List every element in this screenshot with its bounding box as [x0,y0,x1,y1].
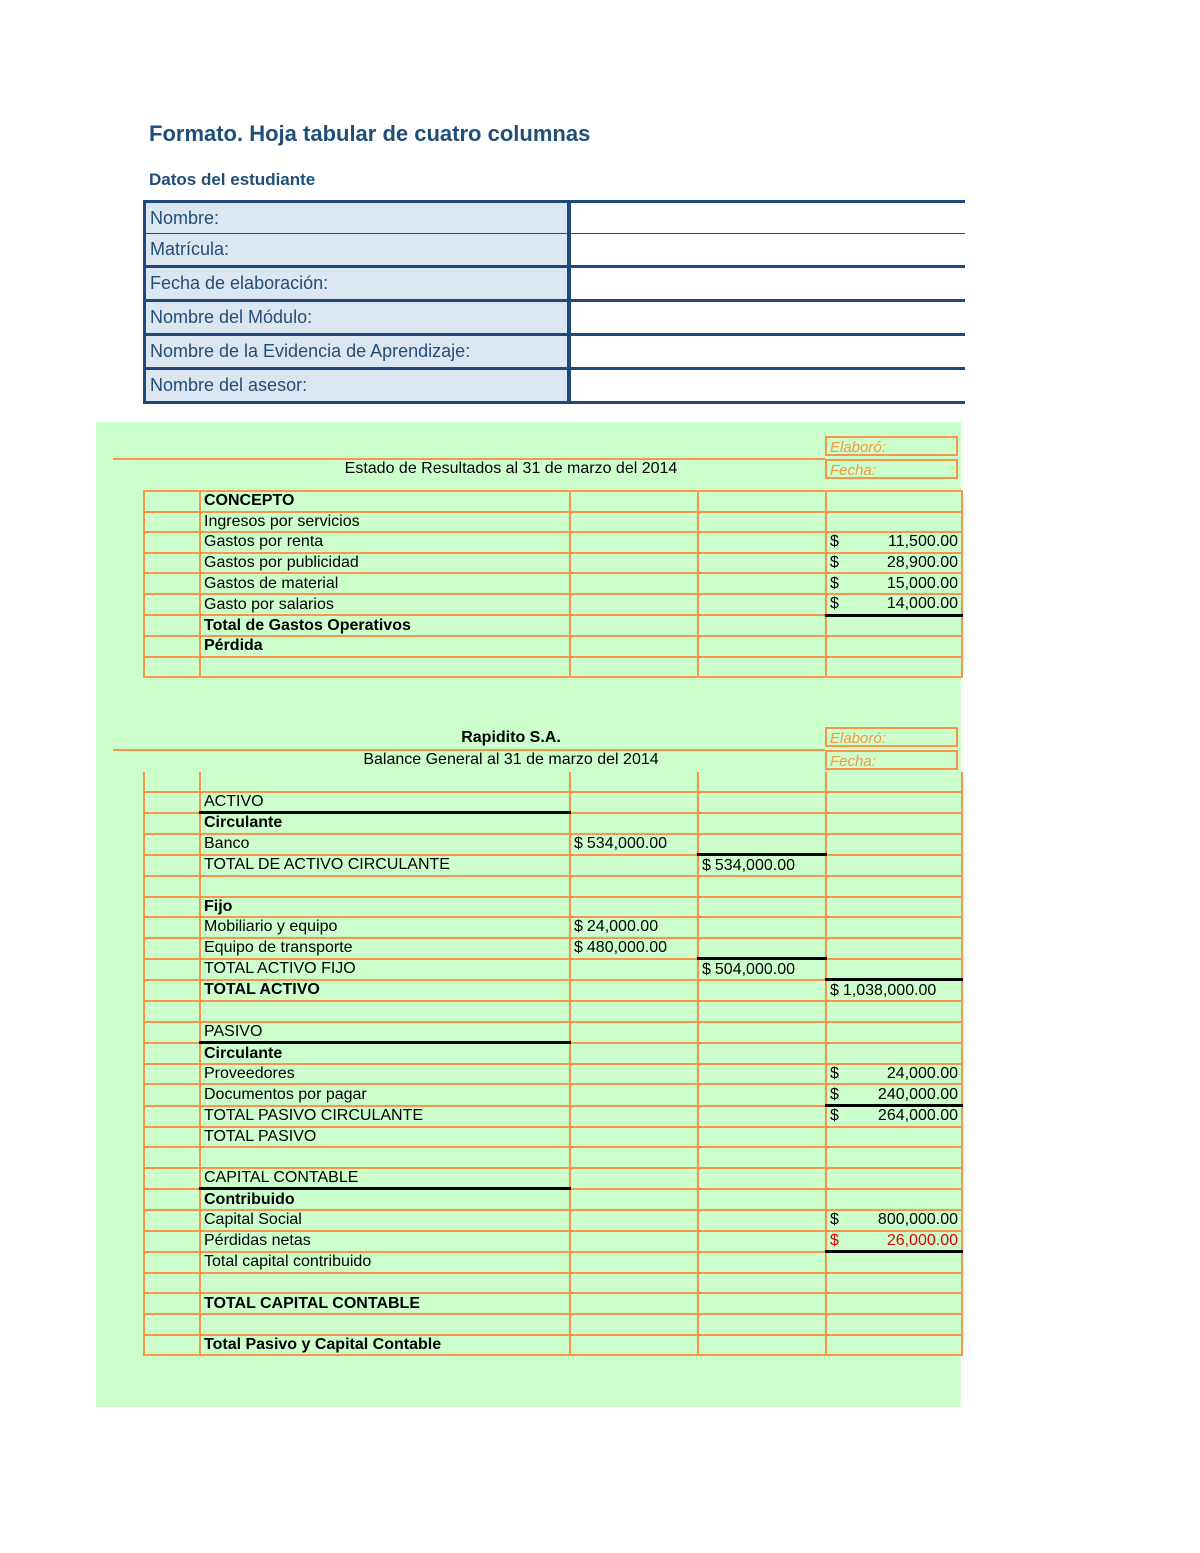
amount-cell-c3[interactable] [698,959,826,980]
concept-cell[interactable]: Gastos de material [200,573,570,594]
amount-cell-c2[interactable] [570,1168,698,1189]
index-cell[interactable] [144,1084,200,1105]
amount-cell-c2[interactable] [570,1043,698,1064]
amount-cell-c3[interactable] [698,1106,826,1127]
ledger-row [144,512,962,533]
amount-value: 480,000.00 [586,939,667,957]
student-field-input[interactable] [567,370,965,404]
amount-cell-c3[interactable] [698,1064,826,1085]
amount-cell-c4[interactable] [826,917,962,938]
concept-cell[interactable]: Ingresos por servicios [200,512,570,533]
income-statement-heading: Estado de Resultados al 31 de marzo del 2014 [344,460,678,477]
amount-value: 24,000.00 [586,918,659,936]
concept-cell[interactable] [200,1001,570,1022]
concept-cell[interactable]: TOTAL DE ACTIVO CIRCULANTE [200,855,570,876]
amount-cell-c3[interactable] [698,491,826,512]
amount-cell-c4[interactable] [826,491,962,512]
amount-cell-c4[interactable] [826,1273,962,1294]
index-cell[interactable] [144,834,200,855]
section-subtitle: Datos del estudiante [149,170,316,189]
index-cell[interactable] [144,813,200,834]
concept-cell[interactable]: TOTAL ACTIVO [200,980,570,1001]
ledger-row [144,1064,962,1085]
index-cell[interactable] [144,855,200,876]
amount-cell-c2[interactable] [570,553,698,574]
amount-cell-c2[interactable] [570,959,698,980]
index-cell[interactable] [144,1314,200,1335]
ledger-row [144,813,962,834]
amount-cell-c4[interactable] [826,512,962,533]
amount-cell-c4[interactable] [826,1106,962,1127]
concept-cell[interactable]: Proveedores [200,1064,570,1085]
ledger-row [144,897,962,918]
amount-cell-c3[interactable] [698,512,826,533]
amount-cell-c3[interactable] [698,636,826,657]
student-field-label: Nombre de la Evidencia de Aprendizaje: [143,336,570,370]
amount-cell-c3[interactable] [698,876,826,897]
concept-cell[interactable]: TOTAL ACTIVO FIJO [200,959,570,980]
index-cell[interactable] [144,532,200,553]
concept-cell[interactable] [200,876,570,897]
currency-symbol: $ [830,1107,839,1125]
index-cell[interactable] [144,491,200,512]
currency-symbol: $ [830,1211,839,1229]
amount-cell-c4[interactable] [826,573,962,594]
ledger-row [144,792,962,813]
currency-symbol: $ [574,835,583,853]
amount-cell-c4[interactable] [826,1168,962,1189]
student-field-row [143,302,961,336]
page-title: Formato. Hoja tabular de cuatro columnas [149,121,591,146]
balance-sheet-table [143,772,963,1356]
amount-cell-c3[interactable] [698,1293,826,1314]
index-cell[interactable] [144,1127,200,1148]
student-field-input[interactable] [567,336,965,370]
amount-cell-c3[interactable] [698,938,826,959]
amount-value: 28,900.00 [886,554,958,572]
amount-cell-c2[interactable] [570,1127,698,1148]
amount-cell-c2[interactable] [570,512,698,533]
ledger-row [144,959,962,980]
concept-cell[interactable]: TOTAL CAPITAL CONTABLE [200,1293,570,1314]
amount-cell-c2[interactable] [570,980,698,1001]
amount-cell-c4[interactable] [826,1064,962,1085]
student-field-label: Fecha de elaboración: [143,268,570,302]
student-data-table [143,200,961,404]
amount-value: 534,000.00 [586,835,667,853]
concept-cell[interactable]: CAPITAL CONTABLE [200,1168,570,1189]
student-field-input[interactable] [567,200,965,236]
amount-cell-c3[interactable] [698,834,826,855]
student-field-row [143,268,961,302]
ledger-row [144,1210,962,1231]
amount-cell-c3[interactable] [698,980,826,1001]
amount-cell-c3[interactable] [698,1022,826,1043]
ledger-row [144,834,962,855]
amount-cell-c3[interactable] [698,855,826,876]
ledger-row [144,491,962,512]
amount-value: 26,000.00 [886,1231,958,1249]
ledger-row [144,938,962,959]
amount-cell-c4[interactable] [826,1084,962,1105]
amount-value: 240,000.00 [877,1085,958,1103]
concept-cell[interactable]: Capital Social [200,1210,570,1231]
amount-cell-c2[interactable] [570,1064,698,1085]
ledger-row [144,636,962,657]
amount-cell-c4[interactable] [826,615,962,636]
amount-cell-c4[interactable] [826,772,962,792]
amount-cell-c3[interactable] [698,1314,826,1335]
fecha-field[interactable]: Fecha: [825,459,958,479]
amount-cell-c3[interactable] [698,553,826,574]
amount-cell-c2[interactable] [570,636,698,657]
amount-cell-c2[interactable] [570,813,698,834]
amount-cell-c2[interactable] [570,1293,698,1314]
ledger-row [144,1231,962,1252]
currency-symbol: $ [830,1231,839,1249]
concept-cell[interactable] [200,1147,570,1168]
index-cell[interactable] [144,1252,200,1273]
index-cell[interactable] [144,959,200,980]
currency-symbol: $ [830,981,839,999]
amount-cell-c2[interactable] [570,1022,698,1043]
income-statement-table [143,490,963,678]
amount-cell-c3[interactable] [698,1273,826,1294]
ledger-row [144,1252,962,1273]
elaboro-field[interactable]: Elaboró: [825,436,958,456]
amount-cell-c2[interactable] [570,897,698,918]
balance-sheet-heading: Balance General al 31 de marzo del 2014 [363,751,659,768]
concept-cell[interactable]: Documentos por pagar [200,1084,570,1105]
concept-cell[interactable]: Circulante [200,1043,570,1064]
student-field-label: Nombre del Módulo: [143,302,570,336]
amount-cell-c2[interactable] [570,792,698,813]
amount-cell-c4[interactable] [826,1022,962,1043]
ledger-row [144,772,962,792]
amount-cell-c4[interactable] [826,1314,962,1335]
concept-cell[interactable]: Total Pasivo y Capital Contable [200,1335,570,1356]
amount-value: 1,038,000.00 [842,981,937,999]
amount-cell-c3[interactable] [698,532,826,553]
amount-cell-c4[interactable] [826,1147,962,1168]
amount-cell-c3[interactable] [698,772,826,792]
index-cell[interactable] [144,573,200,594]
amount-cell-c4[interactable] [826,1043,962,1064]
concept-cell[interactable]: Gastos por renta [200,532,570,553]
amount-cell-c4[interactable] [826,980,962,1001]
student-field-input[interactable] [567,302,965,336]
amount-cell-c3[interactable] [698,573,826,594]
ledger-row [144,594,962,615]
amount-cell-c4[interactable] [826,1189,962,1210]
amount-cell-c2[interactable] [570,772,698,792]
ledger-row [144,917,962,938]
concept-cell[interactable]: PASIVO [200,1022,570,1043]
concept-cell[interactable]: Total capital contribuido [200,1252,570,1273]
amount-cell-c4[interactable] [826,1252,962,1273]
currency-symbol: $ [830,1065,839,1083]
amount-cell-c2[interactable] [570,1252,698,1273]
index-cell[interactable] [144,1335,200,1356]
concept-cell[interactable] [200,657,570,678]
index-cell[interactable] [144,1106,200,1127]
index-cell[interactable] [144,1022,200,1043]
amount-cell-c4[interactable] [826,532,962,553]
index-cell[interactable] [144,1231,200,1252]
concept-cell[interactable]: Equipo de transporte [200,938,570,959]
index-cell[interactable] [144,897,200,918]
amount-cell-c3[interactable] [698,792,826,813]
amount-cell-c4[interactable] [826,834,962,855]
ledger-row [144,1043,962,1064]
amount-cell-c4[interactable] [826,938,962,959]
amount-cell-c3[interactable] [698,897,826,918]
ledger-row [144,553,962,574]
amount-cell-c3[interactable] [698,657,826,678]
student-field-label: Nombre: [143,200,570,236]
amount-cell-c2[interactable] [570,615,698,636]
amount-cell-c4[interactable] [826,594,962,615]
amount-cell-c2[interactable] [570,1314,698,1335]
amount-cell-c3[interactable] [698,594,826,615]
elaboro-field[interactable]: Elaboró: [825,727,958,747]
concept-cell[interactable]: TOTAL PASIVO CIRCULANTE [200,1106,570,1127]
amount-cell-c3[interactable] [698,1127,826,1148]
amount-cell-c4[interactable] [826,553,962,574]
amount-cell-c4[interactable] [826,636,962,657]
index-cell[interactable] [144,1064,200,1085]
amount-value: 534,000.00 [714,856,795,874]
index-cell[interactable] [144,1043,200,1064]
amount-cell-c2[interactable] [570,938,698,959]
amount-cell-c4[interactable] [826,1293,962,1314]
amount-value: 800,000.00 [877,1211,958,1229]
amount-value: 15,000.00 [886,574,958,592]
amount-cell-c3[interactable] [698,1043,826,1064]
amount-cell-c4[interactable] [826,959,962,980]
concept-cell[interactable]: Gastos por publicidad [200,553,570,574]
amount-cell-c4[interactable] [826,813,962,834]
concept-cell[interactable]: Gasto por salarios [200,594,570,615]
amount-cell-c4[interactable] [826,792,962,813]
amount-cell-c4[interactable] [826,1210,962,1231]
amount-cell-c2[interactable] [570,1189,698,1210]
concept-cell[interactable]: CONCEPTO [200,491,570,512]
ledger-row [144,1084,962,1105]
amount-cell-c3[interactable] [698,1335,826,1356]
ledger-row [144,1022,962,1043]
index-cell[interactable] [144,553,200,574]
amount-cell-c2[interactable] [570,1231,698,1252]
amount-cell-c2[interactable] [570,917,698,938]
amount-cell-c3[interactable] [698,1252,826,1273]
index-cell[interactable] [144,792,200,813]
index-cell[interactable] [144,772,200,792]
amount-cell-c2[interactable] [570,1001,698,1022]
ledger-row [144,573,962,594]
amount-value: 11,500.00 [888,533,958,551]
amount-cell-c4[interactable] [826,1127,962,1148]
index-cell[interactable] [144,1147,200,1168]
amount-cell-c2[interactable] [570,1335,698,1356]
amount-cell-c4[interactable] [826,1231,962,1252]
concept-cell[interactable]: ACTIVO [200,792,570,813]
concept-cell[interactable]: Circulante [200,813,570,834]
ledger-row [144,615,962,636]
amount-cell-c2[interactable] [570,594,698,615]
student-field-label: Matrícula: [143,234,570,268]
amount-cell-c2[interactable] [570,1106,698,1127]
amount-cell-c2[interactable] [570,876,698,897]
index-cell[interactable] [144,938,200,959]
concept-cell[interactable]: Mobiliario y equipo [200,917,570,938]
student-field-row [143,234,961,268]
currency-symbol: $ [574,918,583,936]
amount-cell-c2[interactable] [570,573,698,594]
amount-value: 504,000.00 [714,960,795,978]
currency-symbol: $ [830,554,839,572]
concept-cell[interactable]: Contribuido [200,1189,570,1210]
index-cell[interactable] [144,512,200,533]
index-cell[interactable] [144,636,200,657]
currency-symbol: $ [702,960,711,978]
index-cell[interactable] [144,594,200,615]
concept-cell[interactable] [200,772,570,792]
amount-cell-c2[interactable] [570,1147,698,1168]
amount-cell-c3[interactable] [698,917,826,938]
amount-value: 264,000.00 [877,1107,958,1125]
ledger-row [144,1127,962,1148]
index-cell[interactable] [144,615,200,636]
ledger-row [144,1147,962,1168]
student-field-label: Nombre del asesor: [143,370,570,404]
amount-cell-c3[interactable] [698,1084,826,1105]
amount-cell-c4[interactable] [826,1001,962,1022]
amount-cell-c2[interactable] [570,657,698,678]
ledger-row [144,980,962,1001]
currency-symbol: $ [830,533,839,551]
index-cell[interactable] [144,1293,200,1314]
amount-cell-c4[interactable] [826,876,962,897]
index-cell[interactable] [144,657,200,678]
concept-cell[interactable]: Fijo [200,897,570,918]
ledger-row [144,1314,962,1335]
amount-cell-c2[interactable] [570,1273,698,1294]
student-field-row [143,200,961,234]
amount-value: 24,000.00 [886,1065,958,1083]
amount-cell-c2[interactable] [570,855,698,876]
ledger-row [144,1168,962,1189]
ledger-row [144,657,962,678]
concept-cell[interactable] [200,1314,570,1335]
ledger-row [144,1001,962,1022]
index-cell[interactable] [144,1001,200,1022]
amount-cell-c4[interactable] [826,1335,962,1356]
concept-cell[interactable]: Total de Gastos Operativos [200,615,570,636]
ledger-row [144,1293,962,1314]
amount-cell-c4[interactable] [826,657,962,678]
amount-cell-c3[interactable] [698,1001,826,1022]
ledger-row [144,855,962,876]
ledger-row [144,1106,962,1127]
student-field-input[interactable] [567,234,965,268]
ledger-row [144,1189,962,1210]
concept-cell[interactable]: TOTAL PASIVO [200,1127,570,1148]
amount-cell-c2[interactable] [570,532,698,553]
amount-cell-c2[interactable] [570,491,698,512]
amount-cell-c3[interactable] [698,1147,826,1168]
amount-value: 14,000.00 [886,595,958,613]
amount-cell-c4[interactable] [826,897,962,918]
concept-cell[interactable]: Pérdidas netas [200,1231,570,1252]
company-name: Rapidito S.A. [461,729,561,746]
amount-cell-c2[interactable] [570,834,698,855]
student-field-input[interactable] [567,268,965,302]
fecha-field[interactable]: Fecha: [825,750,958,770]
student-field-row [143,370,961,404]
currency-symbol: $ [830,574,839,592]
amount-cell-c2[interactable] [570,1210,698,1231]
amount-cell-c4[interactable] [826,855,962,876]
index-cell[interactable] [144,980,200,1001]
index-cell[interactable] [144,1168,200,1189]
concept-cell[interactable]: Banco [200,834,570,855]
amount-cell-c3[interactable] [698,1189,826,1210]
ledger-row [144,1335,962,1356]
amount-cell-c3[interactable] [698,1231,826,1252]
index-cell[interactable] [144,1210,200,1231]
currency-symbol: $ [574,939,583,957]
concept-cell[interactable]: Pérdida [200,636,570,657]
amount-cell-c3[interactable] [698,813,826,834]
currency-symbol: $ [702,856,711,874]
index-cell[interactable] [144,917,200,938]
ledger-row [144,876,962,897]
amount-cell-c2[interactable] [570,1084,698,1105]
student-field-row [143,336,961,370]
index-cell[interactable] [144,876,200,897]
currency-symbol: $ [830,1085,839,1103]
concept-cell[interactable] [200,1273,570,1294]
amount-cell-c3[interactable] [698,615,826,636]
ledger-row [144,1273,962,1294]
index-cell[interactable] [144,1273,200,1294]
amount-cell-c3[interactable] [698,1168,826,1189]
index-cell[interactable] [144,1189,200,1210]
currency-symbol: $ [830,595,839,613]
ledger-row [144,532,962,553]
amount-cell-c3[interactable] [698,1210,826,1231]
